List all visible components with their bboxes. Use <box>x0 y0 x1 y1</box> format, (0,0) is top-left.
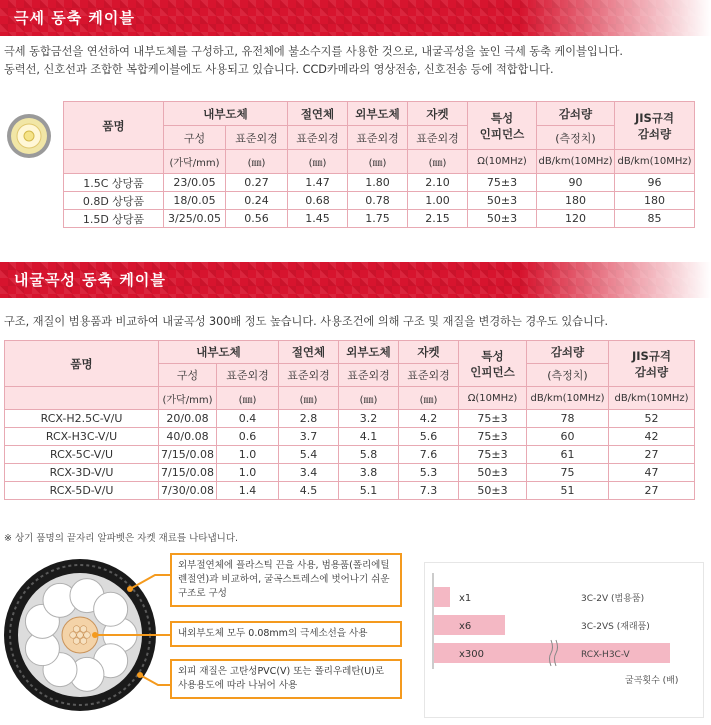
table-cell: 0.27 <box>226 174 288 192</box>
cell-product-name: RCX-5C-V/U <box>5 446 159 464</box>
callout-jacket-material <box>170 659 402 699</box>
th-impedance <box>459 341 527 387</box>
table-row <box>64 192 695 210</box>
th-od: 표준외경 <box>339 364 399 387</box>
flex-coax-table-body <box>5 410 695 500</box>
th-jis-line: 감쇠량 <box>637 126 672 141</box>
table-cell: 75 <box>527 464 609 482</box>
bend-chart-svg <box>425 563 705 719</box>
table-cell: 7.6 <box>399 446 459 464</box>
table-cell: 50±3 <box>459 482 527 500</box>
cell-product-name: RCX-H2.5C-V/U <box>5 410 159 428</box>
th-od: 표준외경 <box>408 126 468 150</box>
th-impedance <box>468 102 537 150</box>
section2-description: 구조, 재질이 범용품과 비교하여 내굴곡성 300배 정도 높습니다. 사용조건에 의해 구조 및 재질을 변경하는 경우도 있습니다. <box>4 315 609 328</box>
table-cell: 1.47 <box>288 174 348 192</box>
table-cell: 0.78 <box>348 192 408 210</box>
th-unit-attenuation: dB/km(10MHz) <box>615 150 695 174</box>
th-od: 표준외경 <box>226 126 288 150</box>
th-outer-conductor: 외부도체 <box>348 102 408 126</box>
th-product: 품명 <box>5 341 159 387</box>
conductor-wire <box>73 626 80 633</box>
flex-coax-spec-table <box>4 340 695 500</box>
th-unit-mm: (㎜) <box>288 150 348 174</box>
bend-axis-label: 굴곡횟수 (배) <box>625 676 679 686</box>
callout-line: 외피 재질은 고탄성PVC(V) 또는 폴리우레탄(U)로 <box>178 666 385 677</box>
table-cell: 1.80 <box>348 174 408 192</box>
table-row <box>64 174 695 192</box>
table-cell: 51 <box>527 482 609 500</box>
table-cell: 180 <box>615 192 695 210</box>
leader-line-3 <box>140 675 170 685</box>
table-cell: 75±3 <box>459 410 527 428</box>
table-cell: 3.8 <box>339 464 399 482</box>
section1-description-line: 동력선, 신호선과 조합한 복합케이블에도 사용되고 있습니다. CCD카메라의 영상전송, 신호전송 등에 적합합니다. <box>4 63 554 76</box>
table-cell: 3.4 <box>279 464 339 482</box>
leader-dot <box>92 632 98 638</box>
th-empty <box>5 387 159 410</box>
bend-bar <box>434 587 450 607</box>
table-cell: 3.2 <box>339 410 399 428</box>
table-cell: 75±3 <box>468 174 537 192</box>
table-row <box>5 410 695 428</box>
th-outer-conductor: 외부도체 <box>339 341 399 364</box>
callout-line: 사용용도에 따라 나뉘어 사용 <box>178 680 298 691</box>
table-cell: 61 <box>527 446 609 464</box>
table-cell: 75±3 <box>459 428 527 446</box>
bend-category-label: RCX-H3C-V <box>581 650 630 660</box>
th-unit-mm: (㎜) <box>339 387 399 410</box>
table-cell: 1.4 <box>217 482 279 500</box>
callout-line: 렌절연)과 비교하여, 굴곡스트레스에 벗어나기 쉬운 <box>178 574 390 585</box>
th-jis-line: 감쇠량 <box>634 364 669 379</box>
cell-product-name: 0.8D 상당품 <box>64 192 164 210</box>
table-cell: 7/30/0.08 <box>159 482 217 500</box>
section1-description-line: 극세 동합금선을 연선하여 내부도체를 구성하고, 유전체에 불소수지를 사용한 것으로, 내굴곡성을 높인 극세 동축 케이블입니다. <box>4 45 623 58</box>
table-cell: 27 <box>609 482 695 500</box>
th-inner-conductor: 내부도체 <box>159 341 279 364</box>
table-row <box>5 464 695 482</box>
table-cell: 7.3 <box>399 482 459 500</box>
th-od: 표준외경 <box>279 364 339 387</box>
th-impedance-line: 특성 <box>490 110 514 125</box>
table-cell: 75±3 <box>459 446 527 464</box>
table-cell: 50±3 <box>468 192 537 210</box>
table-cell: 50±3 <box>468 210 537 228</box>
table-row <box>5 482 695 500</box>
section1-title: 극세 동축 케이블 <box>14 9 135 27</box>
table-cell: 180 <box>537 192 615 210</box>
th-impedance-line: 특성 <box>481 348 504 363</box>
section1-banner <box>0 0 711 36</box>
table-cell: 2.10 <box>408 174 468 192</box>
banner-fade <box>521 0 711 36</box>
callout-line: 내외부도체 모두 0.08mm의 극세소선을 사용 <box>178 628 368 639</box>
section2-title: 내굴곡성 동축 케이블 <box>14 271 166 289</box>
table-cell: 5.8 <box>339 446 399 464</box>
table-cell: 1.0 <box>217 446 279 464</box>
th-composition: 구성 <box>159 364 217 387</box>
table-cell: 0.56 <box>226 210 288 228</box>
th-jacket: 자켓 <box>408 102 468 126</box>
th-impedance-line: 인피던스 <box>479 126 525 141</box>
table-cell: 40/0.08 <box>159 428 217 446</box>
coax-cross-section-icon <box>6 113 52 159</box>
table-cell: 47 <box>609 464 695 482</box>
th-unit-mm: (㎜) <box>279 387 339 410</box>
table-cell: 5.6 <box>399 428 459 446</box>
table-row <box>5 446 695 464</box>
callout-conductor-wire <box>170 621 402 647</box>
section2-banner <box>0 262 711 298</box>
th-unit-mm: (㎜) <box>348 150 408 174</box>
table-cell: 1.75 <box>348 210 408 228</box>
th-jis <box>615 102 695 150</box>
table-cell: 7/15/0.08 <box>159 464 217 482</box>
th-unit-mm: (㎜) <box>226 150 288 174</box>
conductor-wire <box>80 638 87 645</box>
table-cell: 120 <box>537 210 615 228</box>
th-od: 표준외경 <box>217 364 279 387</box>
th-unit-attenuation: dB/km(10MHz) <box>537 150 615 174</box>
th-jis <box>609 341 695 387</box>
table-cell: 1.0 <box>217 464 279 482</box>
table-row <box>5 428 695 446</box>
th-composition: 구성 <box>164 126 226 150</box>
table-cell: 3.7 <box>279 428 339 446</box>
bend-bar-label: x1 <box>459 593 472 604</box>
leader-dot <box>127 586 133 592</box>
th-attenuation: 감쇠량 <box>527 341 609 364</box>
callout-insulation-structure <box>170 553 402 607</box>
th-od: 표준외경 <box>348 126 408 150</box>
leader-dot <box>137 672 143 678</box>
mini-coax-table-body <box>64 174 695 228</box>
th-jis-line: JIS규격 <box>634 110 675 125</box>
table-cell: 0.68 <box>288 192 348 210</box>
th-empty <box>64 150 164 174</box>
bend-category-label: 3C-2VS (재래품) <box>581 622 650 632</box>
table-cell: 4.2 <box>399 410 459 428</box>
table-cell: 50±3 <box>459 464 527 482</box>
bend-category-label: 3C-2V (범용품) <box>581 594 645 604</box>
mini-coax-spec-table <box>63 101 695 228</box>
bend-bar-label: x6 <box>459 621 472 632</box>
th-product: 품명 <box>64 102 164 150</box>
conductor-wire <box>70 632 77 639</box>
cell-product-name: RCX-H3C-V/U <box>5 428 159 446</box>
th-od: 표준외경 <box>399 364 459 387</box>
table-cell: 7/15/0.08 <box>159 446 217 464</box>
table-cell: 0.4 <box>217 410 279 428</box>
table-cell: 60 <box>527 428 609 446</box>
jacket-footnote: ※ 상기 품명의 끝자리 알파벳은 자켓 재료를 나타냅니다. <box>4 533 239 544</box>
th-insulation: 절연체 <box>279 341 339 364</box>
th-unit-attenuation: dB/km(10MHz) <box>609 387 695 410</box>
th-impedance-line: 인피던스 <box>470 364 515 379</box>
table-cell: 52 <box>609 410 695 428</box>
table-cell: 18/0.05 <box>164 192 226 210</box>
callout-line: 구조로 구성 <box>178 588 227 599</box>
table-cell: 96 <box>615 174 695 192</box>
table-cell: 90 <box>537 174 615 192</box>
cell-product-name: 1.5D 상당품 <box>64 210 164 228</box>
table-cell: 5.1 <box>339 482 399 500</box>
th-inner-conductor: 내부도체 <box>164 102 288 126</box>
table-cell: 4.1 <box>339 428 399 446</box>
callout-line: 외부절연체에 플라스틱 끈을 사용, 범용품(폴리에틸 <box>178 560 390 571</box>
th-measured: (측정치) <box>527 364 609 387</box>
table-cell: 27 <box>609 446 695 464</box>
table-cell: 5.4 <box>279 446 339 464</box>
table-cell: 2.15 <box>408 210 468 228</box>
bend-bar-label: x300 <box>459 649 485 660</box>
table-cell: 0.6 <box>217 428 279 446</box>
th-jacket: 자켓 <box>399 341 459 364</box>
table-row <box>64 210 695 228</box>
table-cell: 1.45 <box>288 210 348 228</box>
th-jis-line: JIS규격 <box>631 348 672 363</box>
table-cell: 78 <box>527 410 609 428</box>
conductor-wire <box>73 638 80 645</box>
th-unit-attenuation: dB/km(10MHz) <box>527 387 609 410</box>
conductor-wire <box>80 626 87 633</box>
table-cell: 42 <box>609 428 695 446</box>
bend-endurance-chart <box>424 562 704 718</box>
th-insulation: 절연체 <box>288 102 348 126</box>
th-unit-mm: (㎜) <box>408 150 468 174</box>
section1-description <box>4 43 623 79</box>
th-unit-impedance: Ω(10MHz) <box>468 150 537 174</box>
table-cell: 3/25/0.05 <box>164 210 226 228</box>
table-cell: 0.24 <box>226 192 288 210</box>
th-unit-mm: (㎜) <box>399 387 459 410</box>
table-cell: 2.8 <box>279 410 339 428</box>
table-cell: 20/0.08 <box>159 410 217 428</box>
table-cell: 1.00 <box>408 192 468 210</box>
conductor-wire <box>84 632 91 639</box>
th-attenuation: 감쇠량 <box>537 102 615 126</box>
table-cell: 85 <box>615 210 695 228</box>
cell-product-name: RCX-3D-V/U <box>5 464 159 482</box>
banner-fade <box>521 262 711 298</box>
th-unit-composition: (가닥/mm) <box>159 387 217 410</box>
th-unit-composition: (가닥/mm) <box>164 150 226 174</box>
table-cell: 4.5 <box>279 482 339 500</box>
th-measured: (측정치) <box>537 126 615 150</box>
insulation-strand <box>94 592 128 626</box>
table-cell: 5.3 <box>399 464 459 482</box>
th-unit-impedance: Ω(10MHz) <box>459 387 527 410</box>
cell-product-name: RCX-5D-V/U <box>5 482 159 500</box>
table-cell: 23/0.05 <box>164 174 226 192</box>
cell-product-name: 1.5C 상당품 <box>64 174 164 192</box>
th-unit-mm: (㎜) <box>217 387 279 410</box>
conductor-wire <box>77 632 84 639</box>
th-od: 표준외경 <box>288 126 348 150</box>
